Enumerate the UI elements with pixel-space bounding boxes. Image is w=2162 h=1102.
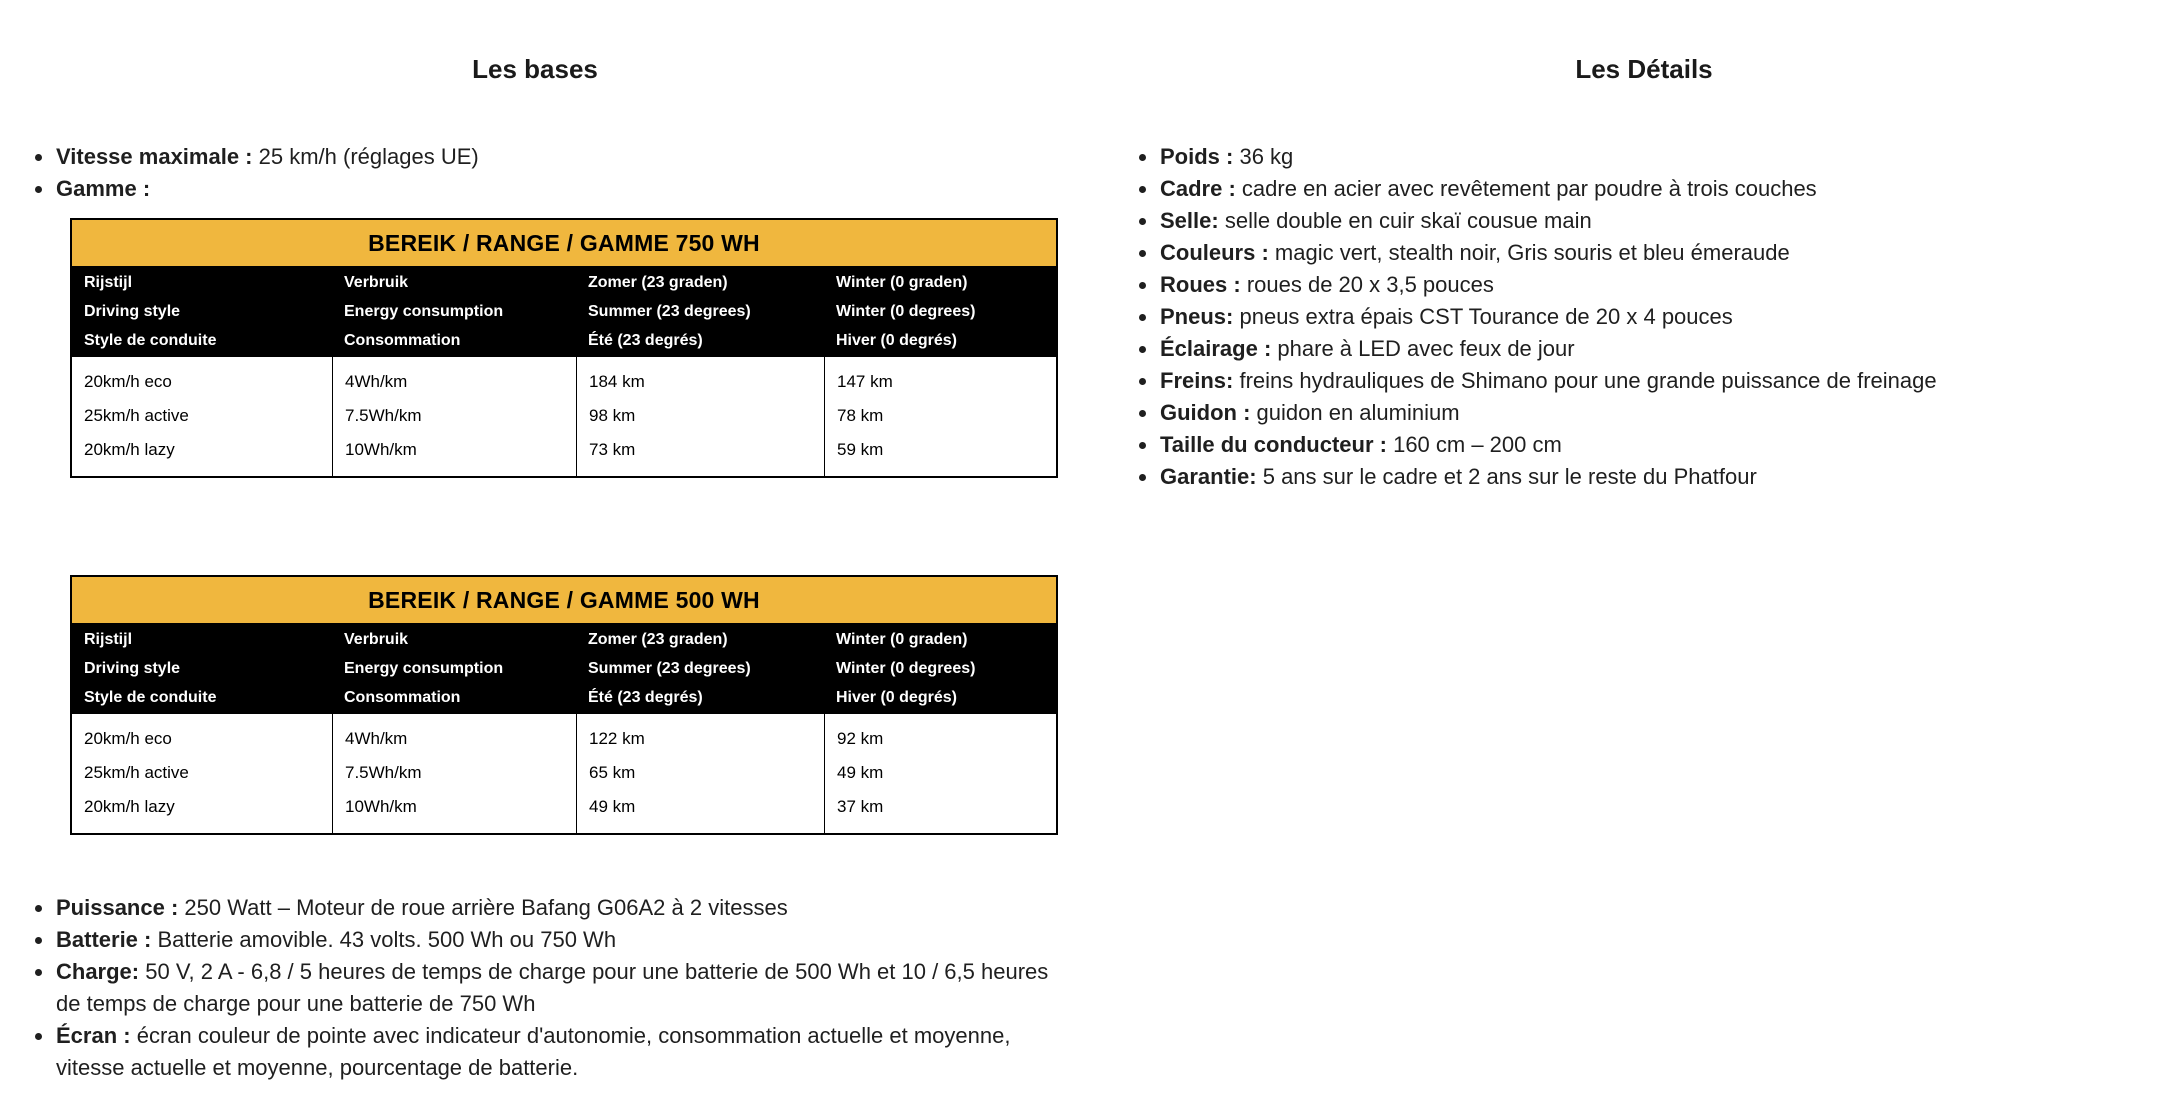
bullet-text: selle double en cuir skaï cousue main [1224, 208, 1592, 233]
bullet-text: cadre en acier avec revêtement par poudre à trois couches [1241, 176, 1817, 201]
header-line: Été (23 degrés) [588, 332, 703, 349]
bullet-text: Batterie amovible. 43 volts. 500 Wh ou 750 Wh [157, 927, 617, 952]
bullet-text: 160 cm – 200 cm [1393, 432, 1562, 457]
table-header-cell-consumption [332, 625, 576, 712]
header-line: Été (23 degrés) [588, 689, 703, 706]
header-line: Rijstijl [84, 631, 133, 648]
bullet-item-taille [1134, 429, 2094, 461]
table-cell: 20km/h eco [84, 729, 172, 748]
header-line: Style de conduite [84, 332, 217, 349]
table-cell: 20km/h lazy [84, 440, 175, 459]
bullet-text: roues de 20 x 3,5 pouces [1246, 272, 1494, 297]
range-table-750wh [70, 218, 1058, 478]
table-cell: 7.5Wh/km [345, 763, 422, 782]
table-header-row [72, 623, 1056, 714]
bullet-item-roues [1134, 269, 2094, 301]
table-cell: 73 km [589, 440, 636, 459]
table-cell: 20km/h lazy [84, 797, 175, 816]
bullet-text: phare à LED avec feux de jour [1277, 336, 1575, 361]
bullet-text: 36 kg [1239, 144, 1294, 169]
bullet-label: Puissance : [56, 895, 179, 920]
bullet-item-charge [30, 956, 1055, 1020]
bullet-text: magic vert, stealth noir, Gris souris et bleu émeraude [1274, 240, 1790, 265]
table-cell: 37 km [837, 797, 884, 816]
table-body-col-consumption [332, 714, 576, 833]
bullet-label: Gamme : [56, 176, 151, 201]
bullet-label: Taille du conducteur : [1160, 432, 1387, 457]
bullet-text: 25 km/h (réglages UE) [258, 144, 479, 169]
table-header-cell-winter [824, 268, 1056, 355]
header-line: Consommation [344, 332, 461, 349]
header-line: Winter (0 graden) [836, 274, 968, 291]
table-header-cell-consumption [332, 268, 576, 355]
bullet-item-freins [1134, 365, 2094, 397]
bullet-label: Garantie: [1160, 464, 1257, 489]
bullet-item-batterie [30, 924, 1055, 956]
table-cell: 147 km [837, 372, 893, 391]
bullet-item-gamme [30, 173, 1050, 205]
header-line: Winter (0 graden) [836, 631, 968, 648]
table-cell: 49 km [589, 797, 636, 816]
bullet-label: Couleurs : [1160, 240, 1269, 265]
bullet-text: écran couleur de pointe avec indicateur d'autonomie, consommation actuelle et moyenne, vitesse actuelle et moyenne, pourcentage de batterie. [56, 1023, 1011, 1080]
table-cell: 10Wh/km [345, 440, 417, 459]
bullet-label: Écran : [56, 1023, 131, 1048]
bullet-item-pneus [1134, 301, 2094, 333]
range-table-500wh [70, 575, 1058, 835]
bullet-label: Poids : [1160, 144, 1234, 169]
table-body-col-summer [576, 357, 824, 476]
bullet-text: 5 ans sur le cadre et 2 ans sur le reste du Phatfour [1262, 464, 1757, 489]
bullet-item-puissance [30, 892, 1055, 924]
table-body [72, 714, 1056, 833]
header-line: Verbruik [344, 274, 409, 291]
header-line: Winter (0 degrees) [836, 303, 976, 320]
table-cell: 25km/h active [84, 763, 189, 782]
bullet-label: Guidon : [1160, 400, 1251, 425]
table-header-cell-summer [576, 625, 824, 712]
table-header-cell-winter [824, 625, 1056, 712]
table-body-col-winter [824, 714, 1056, 833]
header-line: Driving style [84, 303, 181, 320]
right-bullet-list [1134, 141, 2094, 493]
header-line: Zomer (23 graden) [588, 274, 728, 291]
table-header-cell-summer [576, 268, 824, 355]
header-line: Hiver (0 degrés) [836, 332, 957, 349]
table-header-row [72, 266, 1056, 357]
bullet-label: Charge: [56, 959, 140, 984]
bullet-item-guidon [1134, 397, 2094, 429]
table-cell: 78 km [837, 406, 884, 425]
header-line: Driving style [84, 660, 181, 677]
bullet-label: Cadre : [1160, 176, 1236, 201]
table-header-cell-driving-style [72, 625, 332, 712]
bullet-item-couleurs [1134, 237, 2094, 269]
table-body-col-summer [576, 714, 824, 833]
table-body-col-driving-style [72, 357, 332, 476]
bullet-item-vitesse [30, 141, 1050, 173]
bullet-label: Pneus: [1160, 304, 1234, 329]
header-line: Summer (23 degrees) [588, 303, 751, 320]
table-cell: 4Wh/km [345, 372, 408, 391]
bullet-text: guidon en aluminium [1256, 400, 1460, 425]
bullet-label: Roues : [1160, 272, 1241, 297]
header-line: Verbruik [344, 631, 409, 648]
table-cell: 4Wh/km [345, 729, 408, 748]
bullet-label: Vitesse maximale : [56, 144, 253, 169]
header-line: Rijstijl [84, 274, 133, 291]
table-cell: 49 km [837, 763, 884, 782]
bullet-label: Éclairage : [1160, 336, 1272, 361]
header-line: Consommation [344, 689, 461, 706]
bullet-text: pneus extra épais CST Tourance de 20 x 4 pouces [1239, 304, 1733, 329]
table-cell: 92 km [837, 729, 884, 748]
left-top-bullet-list [30, 141, 1050, 205]
bullet-label: Freins: [1160, 368, 1234, 393]
bullet-text: 50 V, 2 A - 6,8 / 5 heures de temps de charge pour une batterie de 500 Wh et 10 / 6,5 heures de temps de charge pour une batterie de 750 Wh [56, 959, 1049, 1016]
bullet-label: Selle: [1160, 208, 1219, 233]
bullet-item-garantie [1134, 461, 2094, 493]
table-title-bar: BEREIK / RANGE / GAMME 500 WH [72, 577, 1056, 623]
bullet-item-selle [1134, 205, 2094, 237]
header-line: Style de conduite [84, 689, 217, 706]
bullet-text: 250 Watt – Moteur de roue arrière Bafang G06A2 à 2 vitesses [184, 895, 788, 920]
bullet-item-cadre [1134, 173, 2094, 205]
header-line: Summer (23 degrees) [588, 660, 751, 677]
header-line: Energy consumption [344, 303, 504, 320]
table-body-col-winter [824, 357, 1056, 476]
bullet-item-eclairage [1134, 333, 2094, 365]
table-title-bar: BEREIK / RANGE / GAMME 750 WH [72, 220, 1056, 266]
table-cell: 25km/h active [84, 406, 189, 425]
table-cell: 59 km [837, 440, 884, 459]
left-section-title: Les bases [472, 54, 598, 84]
table-cell: 122 km [589, 729, 645, 748]
bullet-item-ecran [30, 1020, 1055, 1084]
table-body [72, 357, 1056, 476]
header-line: Energy consumption [344, 660, 504, 677]
left-bottom-bullet-list [30, 892, 1055, 1084]
header-line: Winter (0 degrees) [836, 660, 976, 677]
bullet-item-poids [1134, 141, 2094, 173]
right-section-title: Les Détails [1575, 54, 1713, 84]
table-cell: 7.5Wh/km [345, 406, 422, 425]
table-cell: 65 km [589, 763, 636, 782]
bullet-label: Batterie : [56, 927, 152, 952]
header-line: Zomer (23 graden) [588, 631, 728, 648]
header-line: Hiver (0 degrés) [836, 689, 957, 706]
table-body-col-consumption [332, 357, 576, 476]
table-header-cell-driving-style [72, 268, 332, 355]
table-cell: 10Wh/km [345, 797, 417, 816]
table-cell: 184 km [589, 372, 645, 391]
table-cell: 98 km [589, 406, 636, 425]
bullet-text: freins hydrauliques de Shimano pour une grande puissance de freinage [1239, 368, 1937, 393]
table-cell: 20km/h eco [84, 372, 172, 391]
table-body-col-driving-style [72, 714, 332, 833]
